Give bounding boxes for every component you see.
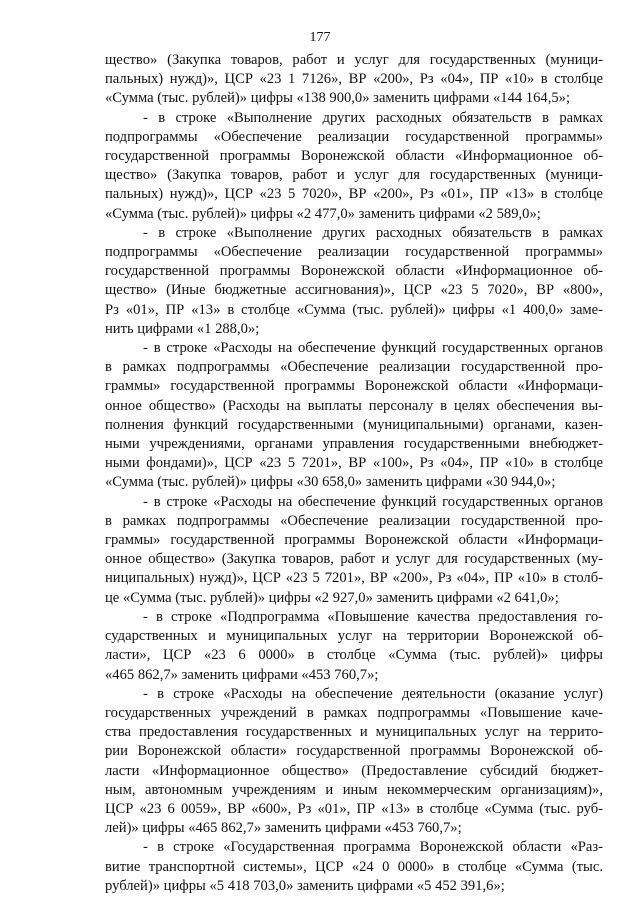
amendment-paragraph	[105, 339, 603, 493]
text-line: щество» (Иные бюджетные ассигнования)», ЦСР «23 5 7020», ВР «800»,	[105, 282, 603, 299]
amendment-paragraph	[105, 224, 603, 339]
text-line: онное общество» (Расходы на выплаты персоналу в целях обеспечения вы-	[105, 397, 603, 414]
text-line: щество» (Закупка товаров, работ и услуг для государственных (муници-	[105, 167, 603, 184]
amendment-paragraph	[105, 51, 603, 109]
text-line: пальных) нужд)», ЦСР «23 5 7020», ВР «200», Рз «01», ПР «13» в столбце	[105, 186, 603, 203]
text-line: ным, автономным учреждениям и иным некоммерческим организациям)»,	[105, 781, 603, 798]
text-line: онное общество» (Закупка товаров, работ и услуг для государственных (му-	[105, 551, 603, 568]
text-line: в рамках подпрограммы «Обеспечение реализации государственной про-	[105, 359, 603, 376]
text-line: пальных) нужд)», ЦСР «23 1 7126», ВР «200», Рз «04», ПР «10» в столбце	[105, 71, 603, 88]
text-line: - в строке «Выполнение других расходных обязательств в рамках	[143, 109, 603, 126]
text-line: - в строке «Расходы на обеспечение функций государственных органов	[143, 340, 603, 357]
text-line: полнения функций государственными (муниципальными) органами, казен-	[105, 416, 603, 433]
text-line: рии Воронежской области» государственной программы Воронежской об-	[105, 743, 603, 760]
text-line: государственной программы Воронежской области «Информационное об-	[105, 263, 603, 280]
text-line: ласти «Информационное общество» (Предоставление субсидий бюджет-	[105, 762, 603, 779]
text-line: рублей)» цифры «5 418 703,0» заменить цифрами «5 452 391,6»;	[105, 877, 505, 894]
text-line: це «Сумма (тыс. рублей)» цифры «2 927,0» заменить цифрами «2 641,0»;	[105, 589, 559, 606]
page-number: 177	[309, 30, 331, 45]
text-line: ными учреждениями, органами управления государственными внебюджет-	[105, 436, 603, 453]
amendment-paragraph	[105, 109, 603, 224]
amendment-paragraph	[105, 685, 603, 839]
text-line: - в строке «Расходы на обеспечение деятельности (оказание услуг)	[143, 685, 603, 702]
text-line: подпрограммы «Обеспечение реализации государственной программы»	[105, 244, 603, 261]
text-line: ласти», ЦСР «23 6 0000» в столбце «Сумма (тыс. рублей)» цифры	[105, 647, 603, 664]
text-line: - в строке «Подпрограмма «Повышение качества предоставления го-	[143, 608, 603, 625]
text-line: - в строке «Расходы на обеспечение функций государственных органов	[143, 493, 603, 510]
amendment-paragraph	[105, 838, 603, 896]
text-line: ЦСР «23 6 0059», ВР «600», Рз «01», ПР «13» в столбце «Сумма (тыс. руб-	[105, 800, 603, 817]
text-line: витие транспортной системы», ЦСР «24 0 0000» в столбце «Сумма (тыс.	[105, 858, 603, 875]
text-line: сударственных и муниципальных услуг на территории Воронежской об-	[105, 628, 603, 645]
text-line: щество» (Закупка товаров, работ и услуг для государственных (муници-	[105, 52, 603, 68]
text-line: - в строке «Выполнение других расходных обязательств в рамках	[143, 224, 603, 241]
text-line: «Сумма (тыс. рублей)» цифры «30 658,0» заменить цифрами «30 944,0»;	[105, 474, 556, 491]
text-line: лей)» цифры «465 862,7» заменить цифрами «453 760,7»;	[105, 820, 462, 837]
document-body	[105, 51, 603, 896]
text-line: «Сумма (тыс. рублей)» цифры «2 477,0» заменить цифрами «2 589,0»;	[105, 205, 541, 222]
text-line: в рамках подпрограммы «Обеспечение реализации государственной про-	[105, 512, 603, 529]
text-line: ства предоставления государственных и муниципальных услуг на террито-	[105, 724, 603, 741]
text-line: ниципальных) нужд)», ЦСР «23 5 7201», ВР «200», Рз «04», ПР «10» в столб-	[105, 570, 603, 587]
text-line: подпрограммы «Обеспечение реализации государственной программы»	[105, 128, 603, 145]
text-line: нить цифрами «1 288,0»;	[105, 320, 260, 337]
text-line: ными фондами)», ЦСР «23 5 7201», ВР «100», Рз «04», ПР «10» в столбце	[105, 455, 603, 472]
text-line: государственных учреждений в рамках подпрограммы «Повышение каче-	[105, 704, 603, 721]
text-line: «Сумма (тыс. рублей)» цифры «138 900,0» заменить цифрами «144 164,5»;	[105, 90, 570, 107]
text-line: граммы» государственной программы Воронежской области «Информаци-	[105, 378, 603, 395]
text-line: граммы» государственной программы Воронежской области «Информаци-	[105, 532, 603, 549]
text-line: «465 862,7» заменить цифрами «453 760,7»;	[105, 666, 379, 683]
text-line: государственной программы Воронежской области «Информационное об-	[105, 148, 603, 165]
text-line: - в строке «Государственная программа Воронежской области «Раз-	[143, 839, 603, 856]
amendment-paragraph	[105, 608, 603, 685]
amendment-paragraph	[105, 493, 603, 608]
text-line: Рз «01», ПР «13» в столбце «Сумма (тыс. рублей)» цифры «1 400,0» заме-	[105, 301, 603, 318]
